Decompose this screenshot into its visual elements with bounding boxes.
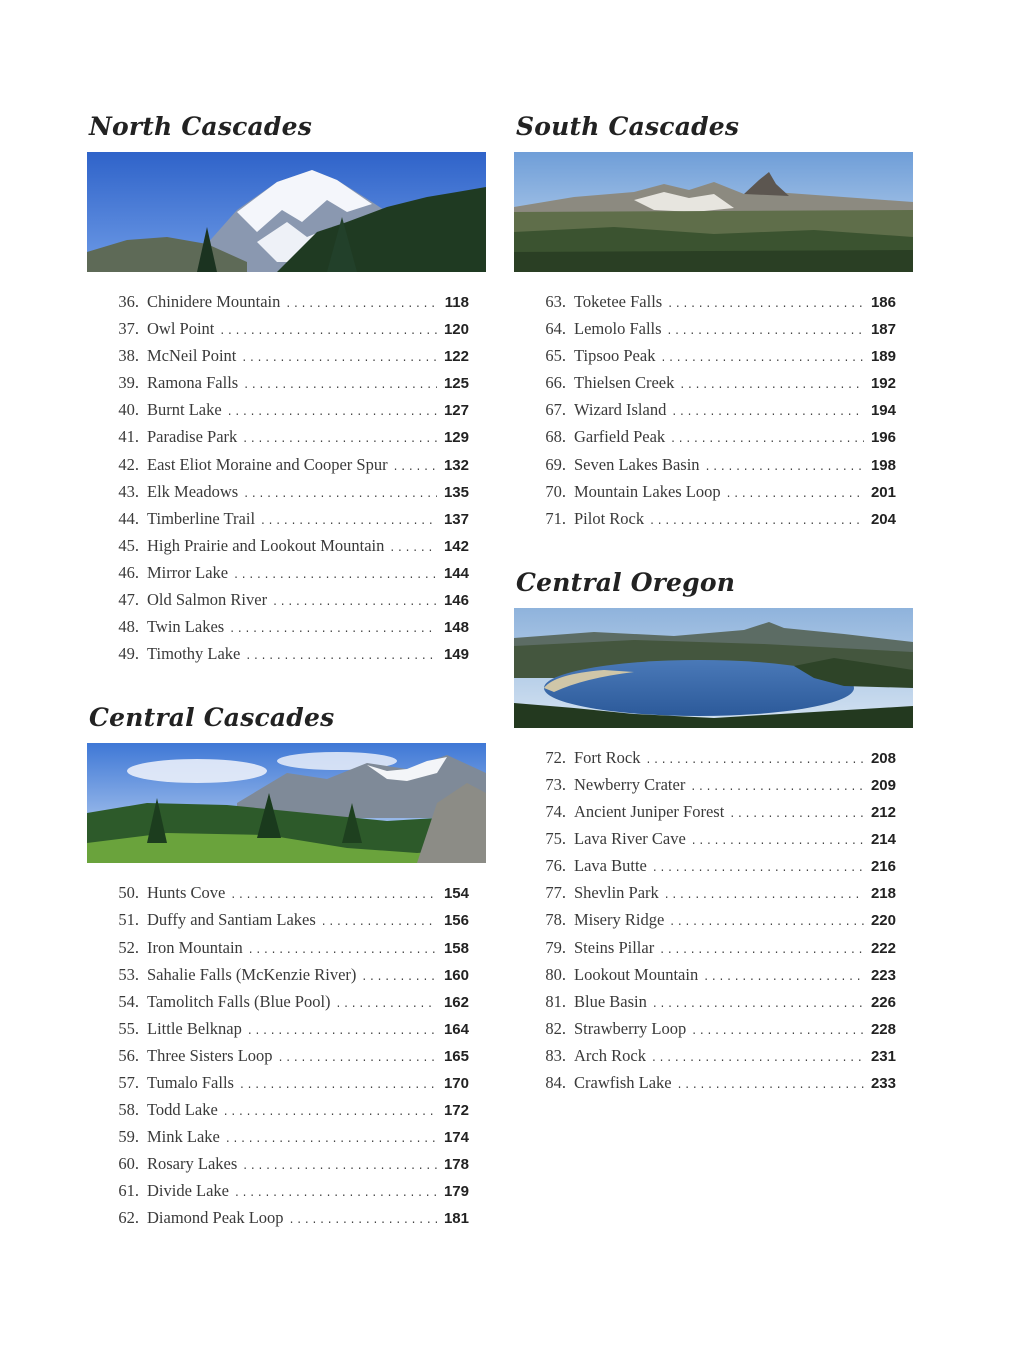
- entry-title: Arch Rock: [574, 1045, 646, 1065]
- entry-number: 63.: [545, 292, 566, 311]
- toc-entry[interactable]: [514, 934, 914, 961]
- entry-number: 51.: [118, 910, 139, 930]
- entry-title: Pilot Rock: [574, 508, 645, 528]
- toc-entry[interactable]: [87, 396, 487, 423]
- left-column: [87, 110, 487, 1232]
- page-number: 122: [443, 348, 469, 366]
- entry-title: Steins Pillar: [574, 937, 655, 957]
- dot-leader: [678, 1071, 864, 1098]
- page-number: 160: [443, 966, 469, 984]
- dot-leader: [244, 371, 437, 398]
- dot-leader: [660, 936, 864, 963]
- toc-entry[interactable]: [87, 961, 487, 988]
- toc-entry[interactable]: [87, 640, 487, 667]
- page-number: 226: [870, 993, 896, 1011]
- toc-entry[interactable]: [514, 1015, 914, 1042]
- dot-leader: [691, 773, 864, 800]
- toc-entry[interactable]: [514, 1042, 914, 1069]
- toc-entry[interactable]: [514, 825, 914, 852]
- page-number: 196: [870, 429, 896, 447]
- entry-number: 67.: [545, 400, 566, 420]
- toc-list-south-cascades: [514, 288, 914, 532]
- section-title-south-cascades: South Cascades: [516, 112, 740, 141]
- entry-title: Diamond Peak Loop: [147, 1208, 284, 1228]
- entry-title: East Eliot Moraine and Cooper Spur: [147, 454, 388, 474]
- entry-title: Misery Ridge: [574, 910, 665, 930]
- entry-title: Mink Lake: [147, 1127, 220, 1147]
- entry-title: Little Belknap: [147, 1018, 242, 1038]
- page-number: 156: [443, 912, 469, 930]
- page-number: 204: [870, 510, 896, 528]
- page-number: 220: [870, 912, 896, 930]
- dot-leader: [653, 854, 864, 881]
- entry-title: Mountain Lakes Loop: [574, 481, 721, 501]
- dot-leader: [665, 881, 864, 908]
- entry-number: 77.: [545, 883, 566, 903]
- entry-title: Lemolo Falls: [574, 319, 662, 339]
- toc-entry[interactable]: [514, 505, 914, 532]
- entry-title: Burnt Lake: [147, 400, 222, 420]
- page-number: 129: [443, 429, 469, 447]
- page-number: 154: [443, 885, 469, 903]
- dot-leader: [680, 371, 864, 398]
- toc-entry[interactable]: [87, 451, 487, 478]
- entry-title: McNeil Point: [147, 346, 237, 366]
- entry-title: Divide Lake: [147, 1181, 230, 1201]
- entry-title: Tipsoo Peak: [574, 346, 656, 366]
- page-number: 198: [870, 456, 896, 474]
- toc-entry[interactable]: [514, 342, 914, 369]
- entry-title: Lava Butte: [574, 856, 647, 876]
- page-number: 186: [870, 294, 896, 311]
- entry-title: Lava River Cave: [574, 829, 686, 849]
- toc-entry[interactable]: [514, 1069, 914, 1096]
- dot-leader: [273, 588, 437, 615]
- entry-number: 74.: [545, 802, 566, 822]
- toc-entry[interactable]: [514, 879, 914, 906]
- entry-number: 66.: [545, 373, 566, 393]
- entry-number: 62.: [118, 1208, 139, 1228]
- page-number: 158: [443, 939, 469, 957]
- dot-leader: [279, 1044, 437, 1071]
- toc-entry[interactable]: [87, 315, 487, 342]
- entry-title: Paradise Park: [147, 427, 238, 447]
- entry-title: Fort Rock: [574, 747, 641, 767]
- entry-number: 57.: [118, 1072, 139, 1092]
- entry-number: 36.: [118, 292, 139, 311]
- entry-title: Ancient Juniper Forest: [574, 802, 725, 822]
- entry-title: Wizard Island: [574, 400, 667, 420]
- page-number: 165: [443, 1047, 469, 1065]
- entry-number: 44.: [118, 508, 139, 528]
- entry-title: Shevlin Park: [574, 883, 659, 903]
- entry-title: Timothy Lake: [147, 644, 241, 664]
- entry-number: 71.: [545, 508, 566, 528]
- dot-leader: [646, 746, 864, 773]
- dot-leader: [244, 480, 437, 507]
- toc-list-central-cascades: [87, 879, 487, 1231]
- toc-entry[interactable]: [87, 613, 487, 640]
- dot-leader: [362, 963, 437, 990]
- toc-entry[interactable]: [87, 906, 487, 933]
- toc-entry[interactable]: [514, 451, 914, 478]
- entry-title: Crawfish Lake: [574, 1072, 672, 1092]
- dot-leader: [231, 881, 437, 908]
- page-number: 222: [870, 939, 896, 957]
- dot-leader: [692, 1017, 864, 1044]
- dot-leader: [246, 642, 437, 669]
- page-number: 135: [443, 483, 469, 501]
- toc-entry[interactable]: [87, 586, 487, 613]
- entry-number: 59.: [118, 1127, 139, 1147]
- toc-entry[interactable]: [87, 505, 487, 532]
- entry-title: Duffy and Santiam Lakes: [147, 910, 316, 930]
- toc-entry[interactable]: [87, 1204, 487, 1231]
- entry-title: Blue Basin: [574, 991, 647, 1011]
- toc-entry[interactable]: [514, 744, 914, 771]
- section-title-central-oregon: Central Oregon: [516, 567, 736, 597]
- page-number: 179: [443, 1183, 469, 1201]
- toc-entry[interactable]: [514, 423, 914, 450]
- entry-number: 50.: [118, 883, 139, 903]
- toc-entry[interactable]: [87, 1096, 487, 1123]
- entry-title: Three Sisters Loop: [147, 1045, 273, 1065]
- central-cascades-photo: [87, 743, 486, 863]
- dot-leader: [290, 1206, 437, 1233]
- entry-number: 64.: [545, 319, 566, 339]
- toc-entry[interactable]: [87, 1150, 487, 1177]
- page-number: 118: [444, 294, 469, 311]
- entry-title: Iron Mountain: [147, 937, 243, 957]
- entry-number: 60.: [118, 1154, 139, 1174]
- toc-entry[interactable]: [514, 771, 914, 798]
- entry-title: Twin Lakes: [147, 617, 225, 637]
- page-number: 208: [870, 749, 896, 767]
- south-cascades-photo: [514, 152, 913, 272]
- toc-entry[interactable]: [514, 906, 914, 933]
- dot-leader: [668, 290, 864, 317]
- entry-number: 54.: [118, 991, 139, 1011]
- section-title-central-cascades: Central Cascades: [89, 703, 335, 733]
- toc-entry[interactable]: [514, 961, 914, 988]
- page-number: 231: [870, 1047, 896, 1065]
- page-number: 146: [443, 592, 469, 610]
- entry-number: 43.: [118, 481, 139, 501]
- dot-leader: [322, 908, 437, 935]
- dot-leader: [242, 344, 437, 371]
- entry-title: Newberry Crater: [574, 774, 686, 794]
- entry-number: 49.: [118, 644, 139, 664]
- page-number: 178: [443, 1156, 469, 1174]
- entry-number: 45.: [118, 535, 139, 555]
- entry-title: High Prairie and Lookout Mountain: [147, 535, 385, 555]
- dot-leader: [672, 398, 864, 425]
- dot-leader: [220, 317, 437, 344]
- entry-number: 72.: [545, 747, 566, 767]
- toc-entry[interactable]: [87, 1123, 487, 1150]
- entry-title: Rosary Lakes: [147, 1154, 238, 1174]
- dot-leader: [668, 317, 864, 344]
- entry-number: 76.: [545, 856, 566, 876]
- dot-leader: [671, 425, 864, 452]
- toc-entry[interactable]: [87, 879, 487, 906]
- toc-list-north-cascades: [87, 288, 487, 667]
- page-number: 187: [870, 321, 896, 339]
- dot-leader: [661, 344, 864, 371]
- entry-number: 81.: [545, 991, 566, 1011]
- page-number: 142: [443, 537, 469, 555]
- dot-leader: [243, 425, 437, 452]
- dot-leader: [228, 398, 437, 425]
- page-number: 214: [870, 831, 896, 849]
- page-number: 209: [870, 776, 896, 794]
- page-number: 148: [443, 619, 469, 637]
- entry-number: 58.: [118, 1100, 139, 1120]
- toc-entry[interactable]: [87, 532, 487, 559]
- entry-number: 46.: [118, 562, 139, 582]
- entry-number: 78.: [545, 910, 566, 930]
- entry-number: 55.: [118, 1018, 139, 1038]
- dot-leader: [730, 800, 864, 827]
- dot-leader: [248, 1017, 437, 1044]
- dot-leader: [670, 908, 864, 935]
- toc-entry[interactable]: [514, 315, 914, 342]
- dot-leader: [224, 1098, 437, 1125]
- entry-title: Hunts Cove: [147, 883, 226, 903]
- dot-leader: [243, 1152, 437, 1179]
- toc-entry[interactable]: [87, 559, 487, 586]
- toc-entry[interactable]: [87, 988, 487, 1015]
- section-title-north-cascades: North Cascades: [89, 112, 312, 141]
- page-number: 137: [443, 510, 469, 528]
- page-number: 233: [870, 1074, 896, 1092]
- dot-leader: [650, 507, 864, 534]
- page-number: 228: [870, 1020, 896, 1038]
- toc-entry[interactable]: [87, 478, 487, 505]
- entry-number: 73.: [545, 774, 566, 794]
- toc-entry[interactable]: [514, 396, 914, 423]
- page-number: 201: [870, 483, 896, 501]
- toc-entry[interactable]: [87, 288, 487, 315]
- central-oregon-photo: [514, 608, 913, 728]
- page-number: 181: [443, 1210, 469, 1228]
- page-number: 164: [443, 1020, 469, 1038]
- entry-title: Sahalie Falls (McKenzie River): [147, 964, 357, 984]
- entry-number: 65.: [545, 346, 566, 366]
- toc-entry[interactable]: [514, 288, 914, 315]
- entry-number: 80.: [545, 964, 566, 984]
- entry-number: 38.: [118, 346, 139, 366]
- dot-leader: [653, 990, 864, 1017]
- dot-leader: [261, 507, 437, 534]
- page-number: 223: [870, 966, 896, 984]
- entry-number: 56.: [118, 1045, 139, 1065]
- toc-entry[interactable]: [514, 988, 914, 1015]
- toc-entry[interactable]: [87, 342, 487, 369]
- page-number: 125: [443, 375, 469, 393]
- toc-entry[interactable]: [87, 1042, 487, 1069]
- entry-number: 61.: [118, 1181, 139, 1201]
- entry-number: 37.: [118, 319, 139, 339]
- page-number: 212: [870, 804, 896, 822]
- page-number: 132: [443, 456, 469, 474]
- toc-entry[interactable]: [87, 369, 487, 396]
- entry-title: Elk Meadows: [147, 481, 239, 501]
- entry-number: 48.: [118, 617, 139, 637]
- north-cascades-photo: [87, 152, 486, 272]
- dot-leader: [727, 480, 864, 507]
- page-number: 194: [870, 402, 896, 420]
- entry-number: 69.: [545, 454, 566, 474]
- toc-entry[interactable]: [514, 478, 914, 505]
- dot-leader: [286, 290, 437, 317]
- entry-number: 53.: [118, 964, 139, 984]
- page-number: 189: [870, 348, 896, 366]
- page-number: 172: [443, 1102, 469, 1120]
- page-number: 162: [443, 993, 469, 1011]
- entry-title: Toketee Falls: [574, 292, 663, 311]
- entry-number: 42.: [118, 454, 139, 474]
- entry-title: Thielsen Creek: [574, 373, 675, 393]
- lake-photo-icon: [514, 608, 913, 728]
- toc-entry[interactable]: [514, 369, 914, 396]
- dot-leader: [249, 936, 437, 963]
- page-number: 120: [443, 321, 469, 339]
- entry-title: Strawberry Loop: [574, 1018, 687, 1038]
- entry-number: 79.: [545, 937, 566, 957]
- entry-title: Garfield Peak: [574, 427, 666, 447]
- page-number: 218: [870, 885, 896, 903]
- page-number: 127: [443, 402, 469, 420]
- dot-leader: [692, 827, 864, 854]
- entry-number: 70.: [545, 481, 566, 501]
- page-number: 192: [870, 375, 896, 393]
- entry-title: Seven Lakes Basin: [574, 454, 700, 474]
- page-number: 149: [443, 646, 469, 664]
- entry-number: 68.: [545, 427, 566, 447]
- entry-number: 41.: [118, 427, 139, 447]
- dot-leader: [230, 615, 437, 642]
- entry-number: 84.: [545, 1072, 566, 1092]
- toc-entry[interactable]: [87, 423, 487, 450]
- entry-title: Old Salmon River: [147, 590, 268, 610]
- ridge-photo-icon: [514, 152, 913, 272]
- dot-leader: [652, 1044, 864, 1071]
- toc-entry[interactable]: [87, 1015, 487, 1042]
- entry-title: Tumalo Falls: [147, 1072, 234, 1092]
- entry-title: Timberline Trail: [147, 508, 256, 528]
- entry-title: Chinidere Mountain: [147, 292, 281, 311]
- entry-title: Owl Point: [147, 319, 215, 339]
- right-column: [514, 110, 914, 1096]
- dot-leader: [235, 1179, 437, 1206]
- dot-leader: [234, 561, 437, 588]
- entry-number: 47.: [118, 590, 139, 610]
- entry-title: Ramona Falls: [147, 373, 239, 393]
- toc-entry[interactable]: [87, 934, 487, 961]
- entry-number: 75.: [545, 829, 566, 849]
- entry-number: 40.: [118, 400, 139, 420]
- meadow-photo-icon: [87, 743, 486, 863]
- dot-leader: [240, 1071, 437, 1098]
- entry-title: Mirror Lake: [147, 562, 229, 582]
- page-number: 174: [443, 1129, 469, 1147]
- entry-number: 52.: [118, 937, 139, 957]
- mountain-photo-icon: [87, 152, 486, 272]
- entry-title: Todd Lake: [147, 1100, 218, 1120]
- dot-leader: [394, 453, 437, 480]
- entry-number: 82.: [545, 1018, 566, 1038]
- toc-entry[interactable]: [87, 1069, 487, 1096]
- entry-title: Lookout Mountain: [574, 964, 699, 984]
- dot-leader: [226, 1125, 437, 1152]
- toc-entry[interactable]: [514, 852, 914, 879]
- page-number: 170: [443, 1074, 469, 1092]
- dot-leader: [390, 534, 437, 561]
- entry-number: 83.: [545, 1045, 566, 1065]
- toc-entry[interactable]: [514, 798, 914, 825]
- dot-leader: [704, 963, 864, 990]
- entry-number: 39.: [118, 373, 139, 393]
- page-number: 216: [870, 858, 896, 876]
- toc-list-central-oregon: [514, 744, 914, 1096]
- page-number: 144: [443, 564, 469, 582]
- dot-leader: [337, 990, 437, 1017]
- entry-title: Tamolitch Falls (Blue Pool): [147, 991, 331, 1011]
- dot-leader: [706, 453, 864, 480]
- toc-entry[interactable]: [87, 1177, 487, 1204]
